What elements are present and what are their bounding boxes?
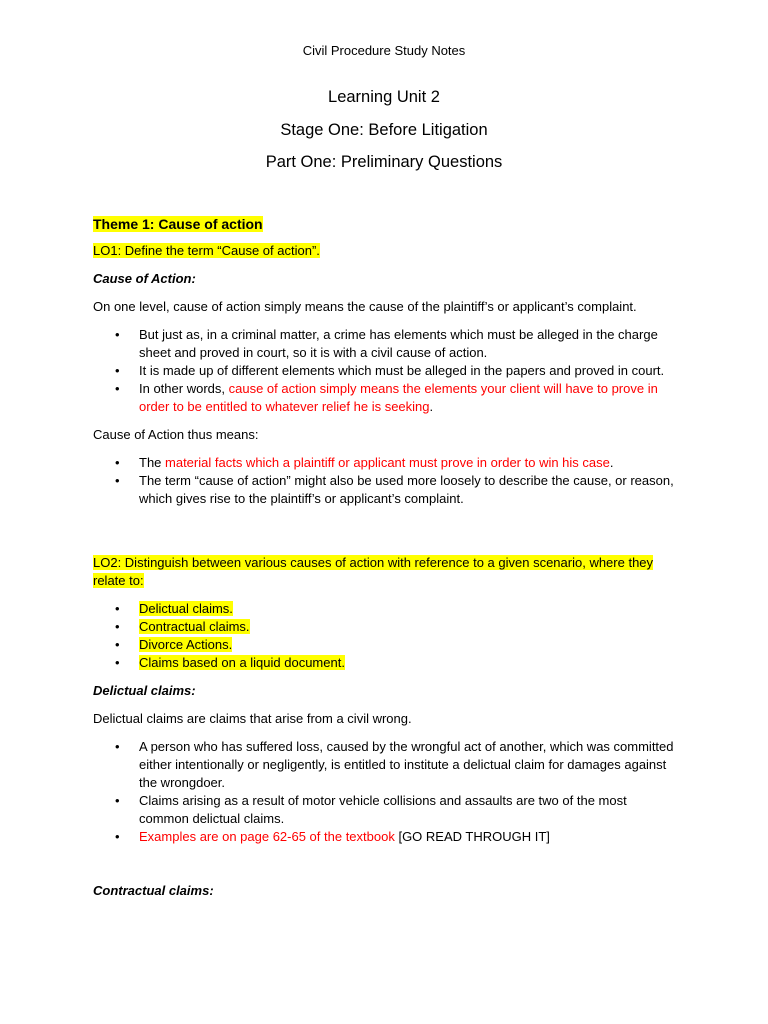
lo2-item-text: Claims based on a liquid document. [139, 655, 345, 670]
bullet-icon: • [115, 327, 120, 342]
list-item [93, 792, 679, 828]
list-item [93, 828, 679, 846]
bullet-icon: • [115, 655, 120, 670]
cause-of-action-subheading: Cause of Action: [93, 271, 196, 286]
bullet-text: The term “cause of action” might also be used more loosely to describe the cause, or reason, which gives rise to the plaintiff’s or applicant’s complaint. [139, 473, 674, 506]
theme-heading [93, 214, 693, 234]
bullet-icon: • [115, 363, 120, 378]
contractual-subheading: Contractual claims: [93, 883, 214, 898]
cause-of-action-intro: On one level, cause of action simply means the cause of the plaintiff’s or applicant’s complaint. [93, 299, 637, 314]
list-item [93, 600, 679, 618]
bullet-prefix: In other words, [139, 381, 229, 396]
bullet-suffix: . [609, 455, 614, 470]
list-item [93, 738, 679, 792]
bullet-emphasis: material facts which a plaintiff or applicant must prove in order to win his case [165, 455, 610, 470]
bullet-text: Claims arising as a result of motor vehicle collisions and assaults are two of the most common delictual claims. [139, 793, 627, 826]
means-bullets [93, 454, 693, 508]
list-item [93, 472, 679, 508]
lo2-items [93, 600, 693, 672]
part-title: Part One: Preliminary Questions [265, 153, 503, 171]
bullet-text: But just as, in a criminal matter, a crime has elements which must be alleged in the charge sheet and proved in court, so it is with a civil cause of action. [139, 327, 658, 360]
delictual-bullets [93, 738, 693, 846]
bullet-icon: • [115, 637, 120, 652]
bullet-emphasis: cause of action simply means the elements your client will have to prove in order to be entitled to whatever relief he is seeking [139, 381, 658, 414]
list-item [93, 636, 679, 654]
unit-title: Learning Unit 2 [328, 88, 440, 106]
title-block [0, 86, 768, 184]
bullet-icon: • [115, 829, 120, 844]
bullet-icon: • [115, 619, 120, 634]
bullet-suffix: . [429, 399, 434, 414]
lo2-item-text: Contractual claims. [139, 619, 250, 634]
list-item [93, 326, 679, 362]
page-header: Civil Procedure Study Notes [302, 43, 466, 58]
lo1-objective [93, 242, 693, 260]
bullet-icon: • [115, 739, 120, 754]
bullet-icon: • [115, 601, 120, 616]
list-item [93, 454, 679, 472]
theme-heading-text: Theme 1: Cause of action [93, 216, 263, 232]
lo1-text: LO1: Define the term “Cause of action”. [93, 243, 320, 258]
stage-title: Stage One: Before Litigation [280, 120, 488, 139]
delictual-subheading: Delictual claims: [93, 683, 196, 698]
thus-means-line: Cause of Action thus means: [93, 427, 259, 442]
notes-body [93, 214, 693, 900]
bullet-text: It is made up of different elements which must be alleged in the papers and proved in court. [139, 363, 665, 378]
list-item [93, 380, 679, 416]
cause-of-action-bullets [93, 326, 693, 416]
bullet-text: A person who has suffered loss, caused by the wrongful act of another, which was committed either intentionally or negligently, is entitled to institute a delictual claim for damages against the wrongdoer. [139, 739, 674, 790]
bullet-icon: • [115, 381, 120, 396]
list-item [93, 654, 679, 672]
lo2-text: LO2: Distinguish between various causes of action with reference to a given scenario, where they relate to: [93, 555, 654, 588]
lo2-item-text: Divorce Actions. [139, 637, 233, 652]
delictual-intro: Delictual claims are claims that arise from a civil wrong. [93, 711, 412, 726]
bullet-icon: • [115, 793, 120, 808]
lo2-item-text: Delictual claims. [139, 601, 233, 616]
lo2-objective [93, 554, 663, 590]
list-item [93, 362, 679, 380]
bullet-prefix: The [139, 455, 166, 470]
bullet-suffix: [GO READ THROUGH IT] [394, 829, 550, 844]
bullet-icon: • [115, 473, 120, 488]
list-item [93, 618, 679, 636]
bullet-emphasis: Examples are on page 62-65 of the textbook [139, 829, 395, 844]
bullet-icon: • [115, 455, 120, 470]
